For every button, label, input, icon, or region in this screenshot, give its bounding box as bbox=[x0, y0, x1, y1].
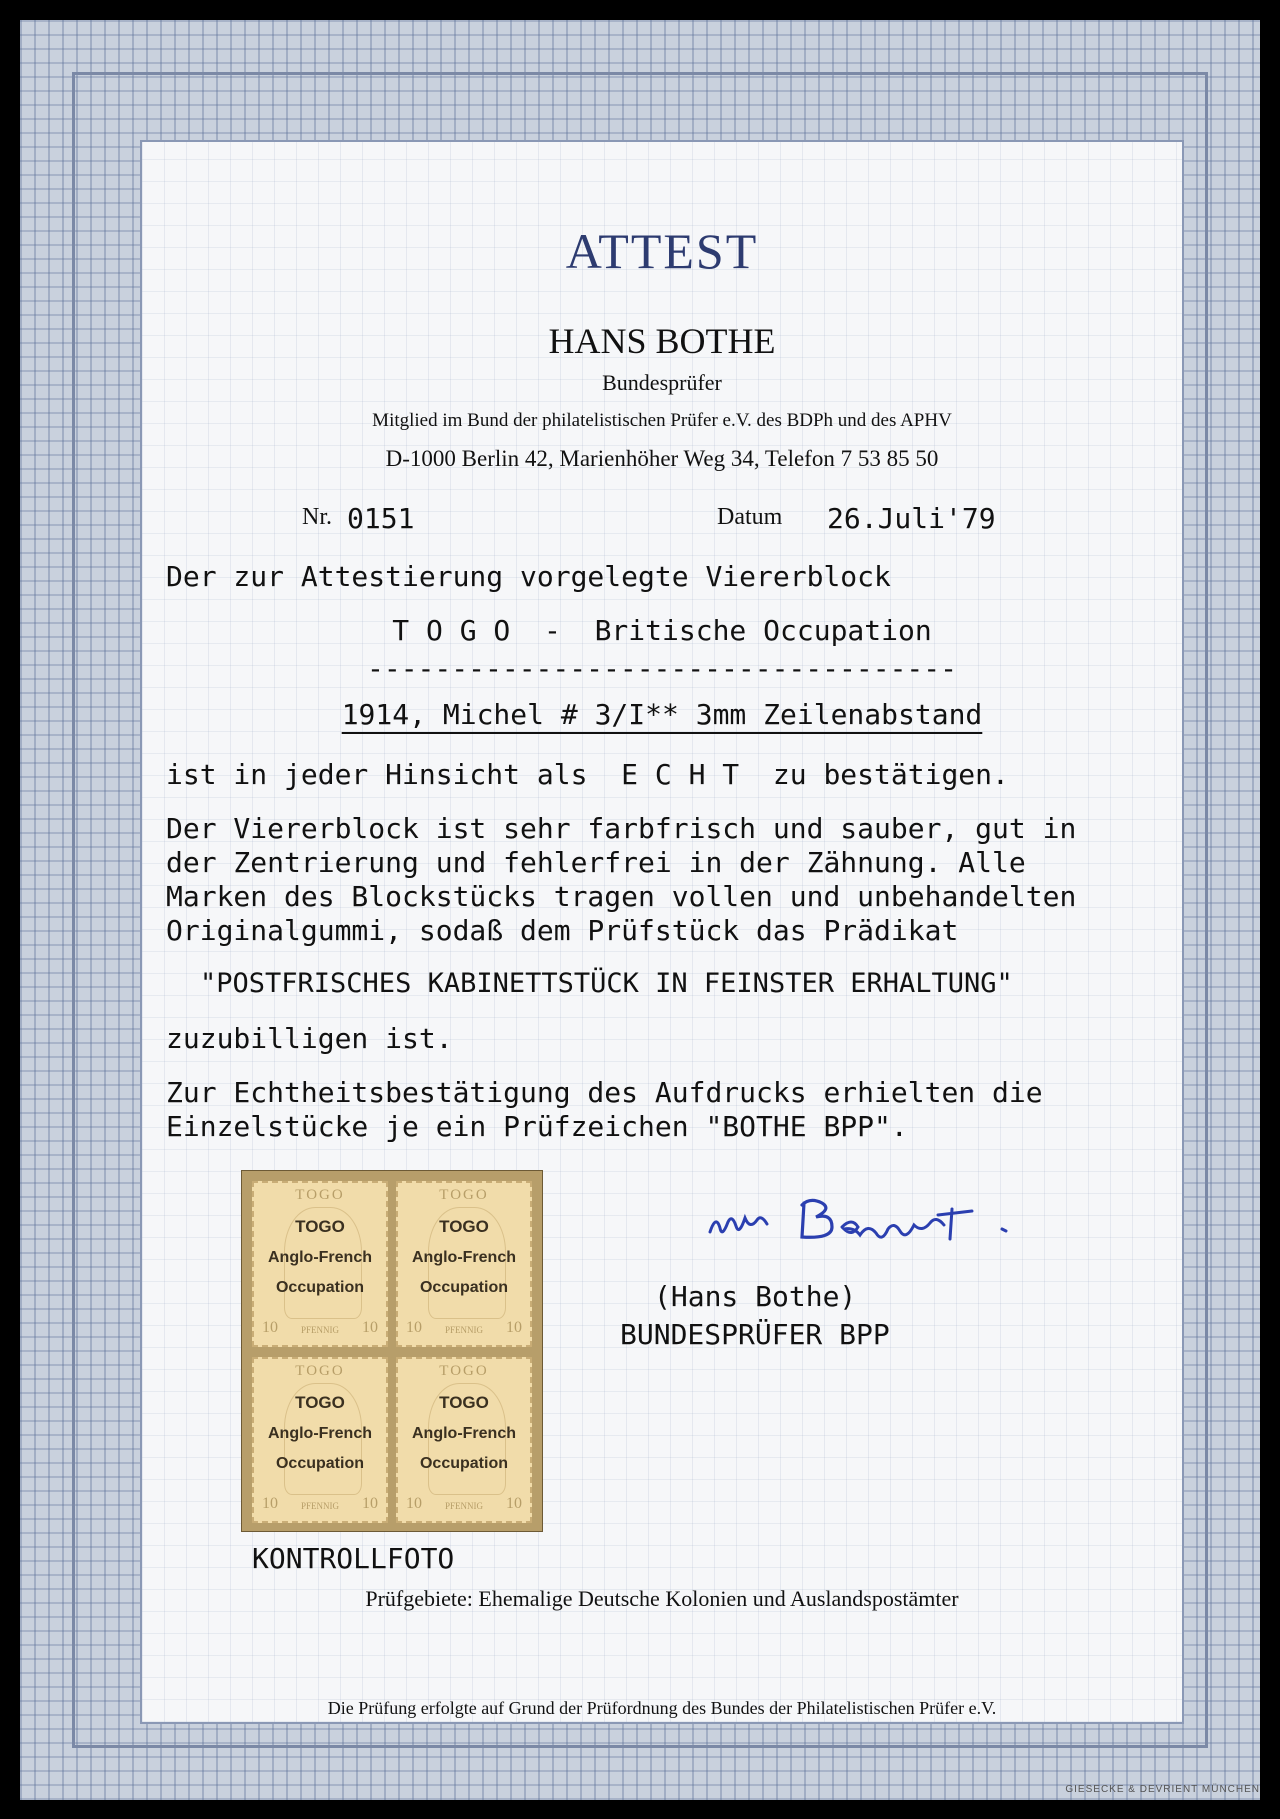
stamp-block-photo bbox=[241, 1170, 543, 1532]
handwritten-signature bbox=[702, 1187, 1032, 1257]
stamp-overprint: Occupation bbox=[275, 1279, 364, 1296]
stamp-overprint: TOGO bbox=[439, 1393, 489, 1412]
stamp-overprint: Occupation bbox=[275, 1455, 364, 1472]
footer-note: Die Prüfung erfolgte auf Grund der Prüfordnung des Bundes der Philatelistischen Prüfer e.V. bbox=[327, 1698, 997, 1718]
stamp-overprint: TOGO bbox=[295, 1217, 345, 1236]
datum-value: 26.Juli'79 bbox=[827, 502, 996, 535]
stamp bbox=[252, 1357, 388, 1523]
certificate-paper bbox=[140, 140, 1184, 1724]
stamp-value: 10 bbox=[362, 1495, 378, 1512]
body-line-1: Der zur Attestierung vorgelegte Viererblock bbox=[166, 560, 891, 593]
stamp-overprint: Anglo-French bbox=[268, 1249, 372, 1266]
stamp-header: TOGO bbox=[439, 1363, 489, 1379]
body-line-2: T O G O - Britische Occupation bbox=[392, 614, 932, 647]
stamp-currency: PFENNIG bbox=[444, 1501, 483, 1511]
stamp-value: 10 bbox=[506, 1495, 522, 1512]
para1-line-4: Originalgummi, sodaß dem Prüfstück das Prädikat bbox=[166, 914, 959, 947]
examiner-role: Bundesprüfer bbox=[602, 370, 722, 395]
control-photo-label: KONTROLLFOTO bbox=[252, 1542, 455, 1575]
nr-label: Nr. bbox=[302, 504, 332, 530]
body-line-5: zuzubilligen ist. bbox=[166, 1022, 453, 1055]
examiner-name: HANS BOTHE bbox=[548, 321, 776, 361]
para1-line-2: der Zentrierung und fehlerfrei in der Zähnung. Alle bbox=[166, 846, 1026, 879]
certificate-title: ATTEST bbox=[565, 223, 759, 279]
examination-areas: Prüfgebiete: Ehemalige Deutsche Kolonien und Auslandspostämter bbox=[365, 1586, 959, 1611]
para1-line-3: Marken des Blockstücks tragen vollen und unbehandelten bbox=[166, 880, 1077, 913]
stamp-overprint: Anglo-French bbox=[412, 1249, 516, 1266]
body-line-3: 1914, Michel # 3/I** 3mm Zeilenabstand bbox=[341, 698, 983, 731]
stamp-currency: PFENNIG bbox=[300, 1501, 339, 1511]
body-line-4: ist in jeder Hinsicht als E C H T zu bestätigen. bbox=[166, 758, 1009, 791]
datum-label: Datum bbox=[717, 504, 783, 530]
stamp-header: TOGO bbox=[295, 1363, 345, 1379]
stamp-value: 10 bbox=[362, 1319, 378, 1336]
para2-line-2: Einzelstücke je ein Prüfzeichen "BOTHE BPP". bbox=[166, 1110, 908, 1143]
quote-line: "POSTFRISCHES KABINETTSTÜCK IN FEINSTER ERHALTUNG" bbox=[200, 968, 1013, 999]
printer-imprint: GIESECKE & DEVRIENT MÜNCHEN bbox=[1065, 1784, 1260, 1795]
stamp-value: 10 bbox=[262, 1319, 278, 1336]
signatory-title: BUNDESPRÜFER BPP bbox=[620, 1318, 890, 1351]
stamp-currency: PFENNIG bbox=[300, 1325, 339, 1335]
stamp-overprint: TOGO bbox=[439, 1217, 489, 1236]
stamp-value: 10 bbox=[406, 1495, 422, 1512]
stamp-header: TOGO bbox=[439, 1187, 489, 1203]
stamp-overprint: Occupation bbox=[419, 1455, 508, 1472]
para2-line-1: Zur Echtheitsbestätigung des Aufdrucks erhielten die bbox=[166, 1076, 1043, 1109]
stamp-header: TOGO bbox=[295, 1187, 345, 1203]
stamp-overprint: Anglo-French bbox=[268, 1425, 372, 1442]
stamp-overprint: Anglo-French bbox=[412, 1425, 516, 1442]
certificate-guilloche-frame bbox=[20, 20, 1260, 1800]
address-line: D-1000 Berlin 42, Marienhöher Weg 34, Telefon 7 53 85 50 bbox=[385, 446, 939, 471]
stamp-currency: PFENNIG bbox=[444, 1325, 483, 1335]
signatory-name: (Hans Bothe) bbox=[654, 1280, 857, 1313]
stamp-value: 10 bbox=[262, 1495, 278, 1512]
para1-line-1: Der Viererblock ist sehr farbfrisch und sauber, gut in bbox=[166, 812, 1077, 845]
stamp bbox=[396, 1181, 532, 1347]
stamp-overprint: TOGO bbox=[295, 1393, 345, 1412]
stamp bbox=[252, 1181, 388, 1347]
nr-value: 0151 bbox=[347, 502, 415, 535]
membership-line: Mitglied im Bund der philatelistischen Prüfer e.V. des BDPh und des APHV bbox=[372, 410, 952, 431]
stamp-value: 10 bbox=[406, 1319, 422, 1336]
stamp-overprint: Occupation bbox=[419, 1279, 508, 1296]
stamp-value: 10 bbox=[506, 1319, 522, 1336]
stamp bbox=[396, 1357, 532, 1523]
dashed-separator: ----------------------------------- bbox=[366, 652, 957, 685]
